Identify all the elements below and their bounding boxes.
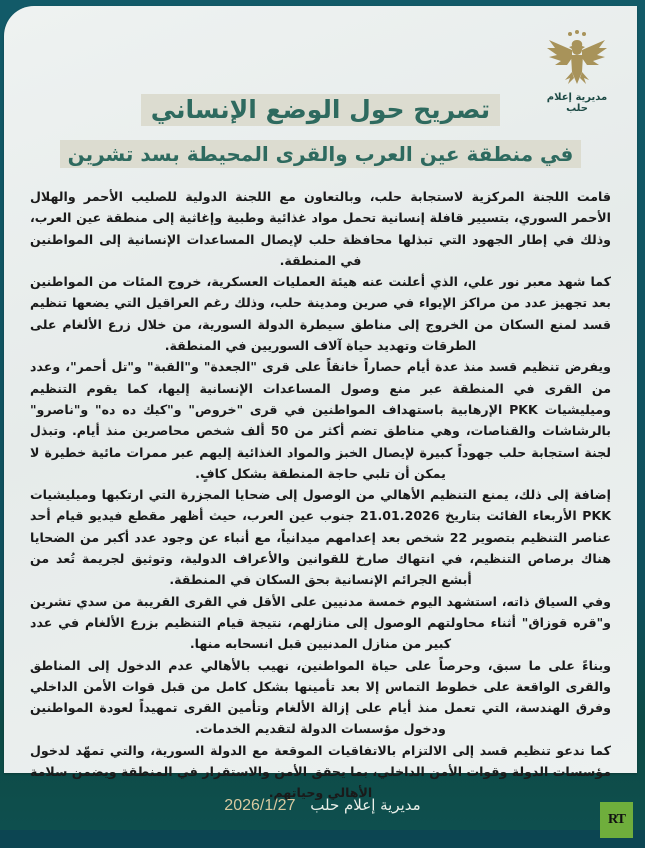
bottom-band [0, 830, 645, 848]
footer [0, 796, 645, 815]
paragraph-2: كما شهد معبر نور علي، الذي أعلنت عنه هيئة العمليات العسكرية، خروج المئات من المواطنين بعد تجهيز عدد من مراكز الإيواء في صرين ومدينة حلب، وذلك رغم العراقيل التي يضعها تنظيم قسد لمنع السكان من الخروج إلى مناطق سيطرة الدولة السورية، من خلال زرع الألغام على الطرقات وتهديد حياة آلاف السوريين في المنطقة. [30, 274, 611, 354]
statement-sheet [4, 6, 637, 801]
footer-org: مديرية إعلام حلب [310, 796, 421, 814]
paragraph-1: قامت اللجنة المركزية لاستجابة حلب، وبالتعاون مع اللجنة الدولية للصليب الأحمر والهلال الأحمر السوري، بتسيير قافلة إنسانية تحمل مواد غذائية وطبية وإغاثية إلى منطقة عين العرب، وذلك في إطار الجهود التي تبذلها محافظة حلب لإيصال المساعدات الإنسانية إلى المواطنين في المنطقة. [30, 189, 611, 268]
title-main: تصريح حول الوضع الإنساني [141, 94, 500, 126]
paragraph-6: وبناءً على ما سبق، وحرصاً على حياة المواطنين، نهيب بالأهالي عدم الدخول إلى المناطق والقرى الواقعة على خطوط التماس إلا بعد تأمينها بشكل كامل من قبل قوات الأمن الداخلي وفرق الهندسة، التي تعمل منذ أيام على إزالة الألغام وتأمين القرى تمهيداً لعودة المواطنين ودخول مؤسسات الدولة لتقديم الخدمات. [30, 657, 611, 737]
statement-title [4, 94, 637, 166]
eagle-emblem-icon [545, 28, 609, 90]
paragraph-5: وفي السياق ذاته، استشهد اليوم خمسة مدنيين على الأقل في القرى القريبة من سدي تشرين و"قره قوزاق" أثناء محاولتهم الوصول إلى منازلهم، نتيجة قيام التنظيم بزرع الألغام في عدد كبير من منازل المدنيين قبل انسحابه منها. [30, 593, 611, 652]
paragraph-3: ويفرض تنظيم قسد منذ عدة أيام حصاراً خانقاً على قرى "الجعدة" و"القبة" و"تل أحمر"، وعدد من القرى في المنطقة عبر منع وصول المساعدات الإنسانية إليها، كما يقوم التنظيم وميليشيات PKK الإرهابية باستهداف المواطنين في قرى "خروص" و"كيك ده ده" و"ناصرو" بالرشاشات والقناصات، وهي مناطق تضم أكثر من 50 ألف شخص محاصرين منذ أيام. وتبذل لجنة استجابة حلب جهوداً كبيرة لإيصال الخبز والمواد الغذائية إليهم عبر ممرات مائية خطيرة لا يمكن أن تلبي حاجة المنطقة بشكل كافٍ. [30, 359, 612, 481]
paragraph-4: إضافة إلى ذلك، يمنع التنظيم الأهالي من الوصول إلى ضحايا المجزرة التي ارتكبها وميليشيات PKK الأربعاء الفائت بتاريخ 21.01.2026 جنوب عين العرب، حيث أظهر مقطع فيديو قيام أحد عناصر التنظيم بتصوير 22 شخص بعد إعدامهم ميدانياً، مع أنباء عن وجود عدد أكبر من الضحايا هناك برصاص التنظيم، في انتهاك صارخ للقوانين والأعراف الدولية، وتوثيق لجريمة تُعد من أبشع الجرائم الإنسانية بحق السكان في المنطقة. [30, 487, 611, 588]
title-sub-wrapper [4, 140, 637, 168]
footer-date: 2026/1/27 [224, 797, 296, 814]
title-sub: في منطقة عين العرب والقرى المحيطة بسد تشرين [60, 140, 582, 168]
logo-caption: مديرية إعلام حلب [546, 92, 608, 114]
paragraph-7: كما ندعو تنظيم قسد إلى الالتزام بالاتفاقيات الموقعة مع الدولة السورية، والتي تمهّد لدخول مؤسسات الدولة وقوات الأمن الداخلي، بما يحقق الأمن والاستقرار في المنطقة ويضمن سلامة الأهالي وحياتهم. [30, 742, 611, 801]
rt-watermark-icon: RT [600, 802, 633, 838]
statement-body [30, 186, 611, 804]
